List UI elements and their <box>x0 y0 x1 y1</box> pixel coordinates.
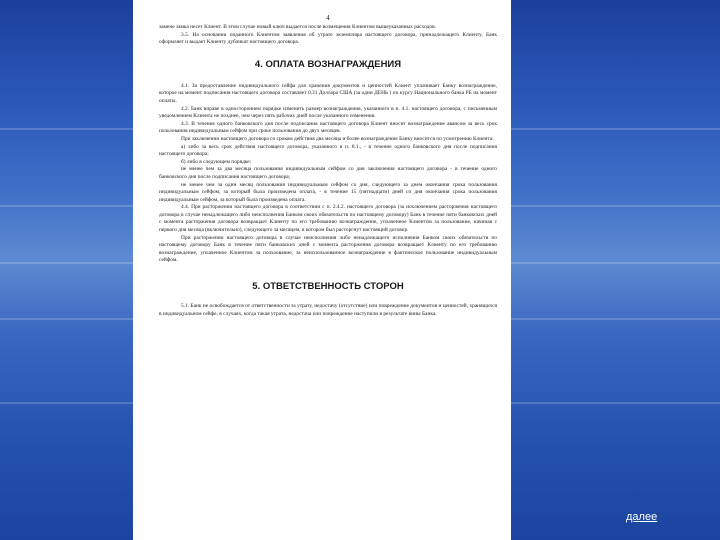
section-heading: 5. ОТВЕТСТВЕННОСТЬ СТОРОН <box>252 281 404 293</box>
document-paragraph: 5.1. Банк не освобождается от ответственности за утрату, недостачу (отсутствие) или повреждение документов и ценностей, хранящихся в индивидуальном сейфе, в случаях, когда такая утрата, недостача или повреждение наступили в результате вины Банка. <box>159 303 497 317</box>
document-paragraph: а) либо за весь срок действия настоящего договора, указанного в п. 8.1., - в течение одного банковского дня после подписания настоящего договора; <box>159 143 497 158</box>
document-paragraph: б) либо в следующем порядке: <box>181 158 252 165</box>
section-heading: 4. ОПЛАТА ВОЗНАГРАЖДЕНИЯ <box>254 58 402 70</box>
page-number: 4 <box>326 14 330 22</box>
document-page <box>133 0 511 540</box>
next-link[interactable]: далее <box>626 511 658 523</box>
document-paragraph: При расторжении настоящего договора в случае неисполнения либо ненадлежащего исполнения Банком своих обязательств по настоящему договору Банк в течение пяти банковских дней с момента расторжения договора возвращает Клиенту по его требованию вознаграждение, уплаченное Клиентом за пользование, за неиспользованное вознаграждение в фактическое пользование индивидуальным сейфом. <box>159 234 497 264</box>
document-paragraph: 4.3. В течение одного банковского дня после подписания настоящего договора Клиент вносит вознаграждение авансом за весь срок пользования индивидуальным сейфом при сроке пользования до двух месяцев. <box>159 120 497 135</box>
document-paragraph: 4.4. При расторжении настоящего договора в соответствии с п. 2.4.2. настоящего договора (за исключением расторжения настоящего договора в случае ненадлежащего либо неисполнения Банком своих обязательств по настоящему договору) Банк в течение пяти банковских дней с момента расторжения договора возвращает Клиенту по его требованию вознаграждение, уплаченное Клиентом за пользование, начиная с первого дня месяца (включительно), следующего за месяцем, в котором был расторгнут настоящий договор. <box>159 204 497 234</box>
document-paragraph: не менее чем за два месяца пользования индивидуальным сейфом со дня заключения настоящего договора - в течение одного банковского дня после подписания настоящего договора; <box>159 166 497 180</box>
document-paragraph: не менее чем за один месяц пользования индивидуальным сейфом со дня, следующего за днем окончания срока пользования индивидуальным сейфом, за который была произведена оплата, - в течение 15 (пятнадцати) дней со дня окончания срока пользования индивидуальным сейфом, за который была произведена оплата. <box>159 181 497 203</box>
document-paragraph: 3.5. На основании поданного Клиентом заявления об утрате экземпляра настоящего договора, принадлежащего Клиенту, Банк оформляет и выдает Клиенту дубликат настоящего договора. <box>159 31 497 46</box>
document-paragraph: При заключении настоящего договора со сроком действия два месяца и более вознаграждение Банку вносится по усмотрению Клиента: <box>181 135 494 142</box>
document-paragraph: замене замка несет Клиент. В этом случае новый ключ выдается после возмещения Клиентом вышеуказанных расходов. <box>159 24 436 30</box>
document-paragraph: 4.1. За предоставление индивидуального сейфа для хранения документов и ценностей Клиент уплачивает Банку вознаграждение, которое на момент подписания настоящего договора составляет 0,31 Доллара США (за один ДЕНЬ ) по курсу Национального банка РБ на момент оплаты. <box>159 82 497 104</box>
document-paragraph: 4.2. Банк вправе в одностороннем порядке изменить размер вознаграждения, указанного в п. 4.1. настоящего договора, с письменным уведомлением Клиента не позднее, чем через пять рабочих дней после указанного изменения. <box>159 105 497 120</box>
